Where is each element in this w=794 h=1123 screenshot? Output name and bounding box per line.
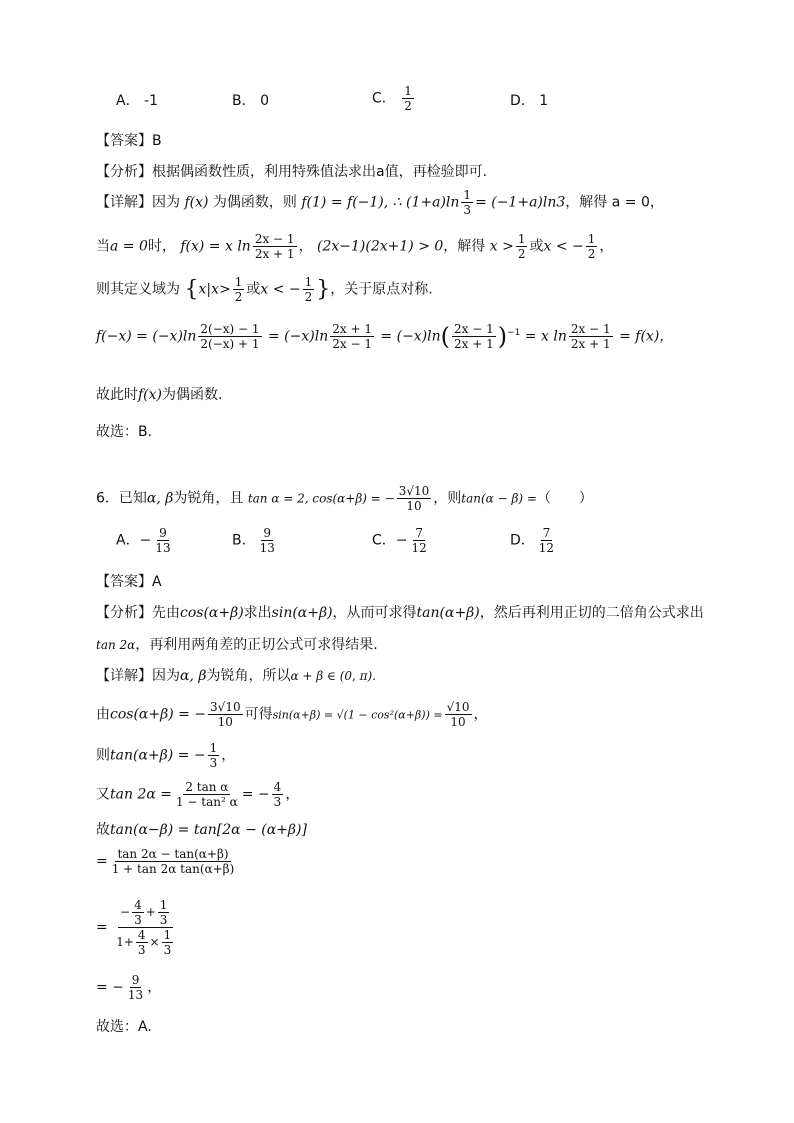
- q5-choose: [96, 421, 152, 441]
- option-fraction: $\frac{7}{12}$: [411, 526, 427, 555]
- option-key: B．: [232, 93, 256, 109]
- math: f(x): [184, 194, 209, 211]
- text: 为锐角，所以: [206, 668, 291, 684]
- math: α, β: [146, 490, 174, 507]
- option-key: D．: [510, 532, 535, 549]
- math: = (−1+a)ln3: [475, 194, 566, 211]
- q6-option-c: [372, 526, 431, 555]
- text: ，然后再利用正切的二倍角公式求出: [479, 605, 704, 621]
- analysis-tag: 【分析】: [96, 605, 152, 621]
- q6-detail-line-5: [96, 819, 307, 839]
- option-value: 0: [260, 93, 269, 109]
- math: = f(x)，: [619, 328, 674, 345]
- math: sin(α+β): [271, 605, 333, 621]
- option-fraction: $\frac{9}{13}$: [259, 526, 275, 555]
- q6-detail-line-8: = − $\frac{9}{13}$ ，: [96, 973, 162, 1002]
- q6-option-a: [116, 526, 175, 555]
- math: (2x−1)(2x+1) > 0: [317, 238, 444, 255]
- q6-choose: [96, 1016, 152, 1036]
- fraction: $\frac{4}{3}$: [273, 780, 282, 809]
- math: cos(α+β): [180, 605, 244, 621]
- text: 可得: [244, 706, 273, 723]
- text: 则: [96, 747, 110, 764]
- option-key: D．: [510, 93, 535, 109]
- fraction: $\frac{1}{2}$: [517, 232, 526, 261]
- text: 当: [96, 238, 110, 255]
- math: a = 0: [110, 238, 148, 255]
- fraction: $\frac{2(-x) - 1}{2(-x) + 1}$: [200, 322, 260, 351]
- fraction: $\frac{2x - 1}{2x + 1}$: [570, 322, 611, 351]
- fraction-one-third: $\frac{1}{3}$: [463, 188, 472, 217]
- text: 由: [96, 706, 110, 723]
- text: 时，: [147, 238, 176, 255]
- detail-tag: 【详解】: [96, 194, 152, 211]
- q6-analysis-line-2: [96, 634, 378, 654]
- q5-option-b: [232, 90, 269, 110]
- option-key: C．: [372, 90, 396, 107]
- sign: −: [139, 532, 152, 549]
- math: tan(α−β) = tan[2α − (α+β)]: [110, 822, 307, 838]
- q5-conclusion: [96, 384, 222, 404]
- text: 6．已知: [96, 490, 147, 507]
- q5-answer: [96, 130, 162, 150]
- math: tan(α − β) =: [461, 491, 537, 506]
- text: 为锐角，且: [173, 490, 244, 507]
- math: tan(α+β): [416, 605, 480, 621]
- q6-detail-line-2: 由cos(α+β) = − $\frac{3√10}{10}$ 可得sin(α+β) = √(1 − cos²(α+β)) = $\frac{√10}{10}$ ，: [96, 700, 488, 729]
- math: f(1) = f(−1), ∴ (1+a)ln: [301, 194, 460, 211]
- option-value: 1: [539, 93, 549, 109]
- math: x|x: [198, 281, 219, 298]
- fraction: $\frac{\text{2 tan α}}{\text{1 − tan² α}}$: [175, 780, 238, 809]
- text: 或: [529, 238, 544, 255]
- q6-detail-line-3: 则tan(α+β) = − $\frac{1}{3}$ ，: [96, 741, 236, 770]
- q6-option-d: [510, 526, 558, 555]
- text: 故选：B.: [96, 424, 153, 440]
- q6-detail-line-7: = − $\frac{4}{3}$ + $\frac{1}{3}$ 1+ $\frac{4}{3}$ × $\frac{1}{3}$: [96, 898, 179, 957]
- q6-detail-line-4: 又tan 2α = $\frac{\text{2 tan α}}{\text{1 − tan² α}}$ = − $\frac{4}{3}$ ，: [96, 780, 300, 809]
- text: ，从而可求得: [332, 605, 417, 621]
- math: = −: [241, 786, 270, 803]
- fraction: $\frac{3√10}{10}$: [398, 484, 430, 513]
- option-key: A．: [116, 93, 140, 109]
- math: tan α = 2, cos(α+β) = −: [247, 491, 395, 506]
- text: 又: [96, 786, 110, 803]
- q5-detail-line-4: f(−x) = (−x)ln $\frac{2(-x) - 1}{2(-x) + 1}$ = (−x)ln $\frac{2x + 1}{2x - 1}$ = (−x)ln( $\frac{2x - 1}{2x + 1}$ )$^{-1}$ = x ln $\frac{2x - 1}{2x + 1}$ = f(x)，: [96, 322, 674, 351]
- detail-tag: 【详解】: [96, 668, 152, 684]
- math: cos(α+β) = −: [110, 706, 207, 723]
- text: 因为: [152, 194, 180, 211]
- math: f(x) = x ln: [180, 238, 251, 255]
- math: f(x): [138, 387, 163, 403]
- fraction: $\frac{1}{3}$: [209, 741, 218, 770]
- math: tan 2α =: [110, 786, 172, 803]
- fraction: $\frac{3√10}{10}$: [210, 700, 241, 729]
- q6-stem: [96, 484, 593, 513]
- q5-option-a: [116, 90, 158, 110]
- option-key: A．: [116, 532, 140, 549]
- option-key: B．: [232, 532, 256, 549]
- sign: −: [395, 532, 408, 549]
- text: ，再利用两角差的正切公式可求得结果.: [135, 637, 378, 653]
- math: f(−x) = (−x)ln: [96, 328, 197, 345]
- q5-option-c: [372, 84, 416, 113]
- analysis-text: 根据偶函数性质，利用特殊值法求出a值，再检验即可.: [152, 164, 488, 180]
- analysis-tag: 【分析】: [96, 164, 152, 180]
- text: 为偶函数，则: [212, 194, 297, 211]
- text: 故此时: [96, 387, 138, 403]
- option-value: -1: [144, 93, 158, 109]
- fraction: $\frac{√10}{10}$: [446, 700, 470, 729]
- q6-option-b: [232, 526, 279, 555]
- option-fraction: $\frac{9}{13}$: [155, 526, 171, 555]
- q6-detail-line-1: [96, 665, 376, 685]
- answer-tag: 【答案】: [96, 574, 152, 590]
- q5-option-d: [510, 90, 548, 110]
- q5-analysis: [96, 161, 487, 181]
- q6-analysis-line-1: [96, 602, 704, 622]
- text: ，解得 a = 0，: [565, 194, 664, 211]
- math: α + β ∈ (0, π).: [290, 669, 377, 683]
- option-fraction: $\frac{1}{2}$: [404, 84, 412, 113]
- fraction: $\frac{\tan 2\alpha - \tan(\alpha+\beta)}{\text{1 + tan 2α tan(α+β)}}$: [111, 847, 235, 876]
- answer-tag: 【答案】: [96, 133, 152, 149]
- q5-detail-line-2: 当a = 0时， f(x) = x ln $\frac{2x - 1}{2x + 1}$ ， (2x−1)(2x+1) > 0，解得 x > $\frac{1}{2}$ 或x < − $\frac{1}{2}$ ，: [96, 232, 614, 261]
- text: ，则: [433, 490, 462, 507]
- option-fraction: $\frac{7}{12}$: [538, 526, 555, 555]
- q5-detail-line-3: 则其定义域为 {x|x> $\frac{1}{2}$ 或x < − $\frac{1}{2}$ }，关于原点对称.: [96, 275, 433, 304]
- math: tan 2α: [96, 638, 136, 652]
- fraction: $\frac{2x - 1}{2x + 1}$: [454, 322, 494, 351]
- text: 则其定义域为: [96, 281, 180, 298]
- text: 先由: [152, 605, 180, 621]
- text: 因为: [152, 668, 180, 684]
- answer-value: A: [152, 574, 162, 590]
- fraction: $\frac{2x + 1}{2x - 1}$: [332, 322, 372, 351]
- answer-value: B: [152, 133, 162, 149]
- q6-detail-line-6: = $\frac{\tan 2\alpha - \tan(\alpha+\beta)}{\text{1 + tan 2α tan(α+β)}}$: [96, 847, 235, 876]
- fraction: $\frac{2x - 1}{2x + 1}$: [254, 232, 295, 261]
- math: α, β: [180, 668, 207, 684]
- fraction: $\frac{1}{2}$: [234, 275, 243, 304]
- q5-detail-line-1: [96, 188, 664, 217]
- fraction: $\frac{1}{2}$: [304, 275, 313, 304]
- fraction: − $\frac{4}{3}$ + $\frac{1}{3}$ 1+ $\frac{4}{3}$ × $\frac{1}{3}$: [114, 898, 177, 957]
- fraction: $\frac{1}{2}$: [587, 232, 596, 261]
- text: 或: [246, 281, 261, 298]
- math: tan(α+β) = −: [110, 747, 206, 764]
- math: sin(α+β) = √(1 − cos²(α+β)) =: [272, 708, 443, 722]
- option-key: C．: [372, 532, 396, 549]
- text: ，关于原点对称.: [330, 281, 433, 298]
- text: ，解得: [443, 238, 486, 255]
- fraction: $\frac{9}{13}$: [127, 973, 144, 1002]
- q6-answer: [96, 571, 162, 591]
- text: 为偶函数.: [162, 387, 223, 403]
- text: 故: [96, 822, 110, 838]
- math: = −: [96, 979, 124, 996]
- text: 故选：A.: [96, 1019, 152, 1035]
- text: （ ）: [536, 490, 593, 507]
- text: 求出: [243, 605, 272, 621]
